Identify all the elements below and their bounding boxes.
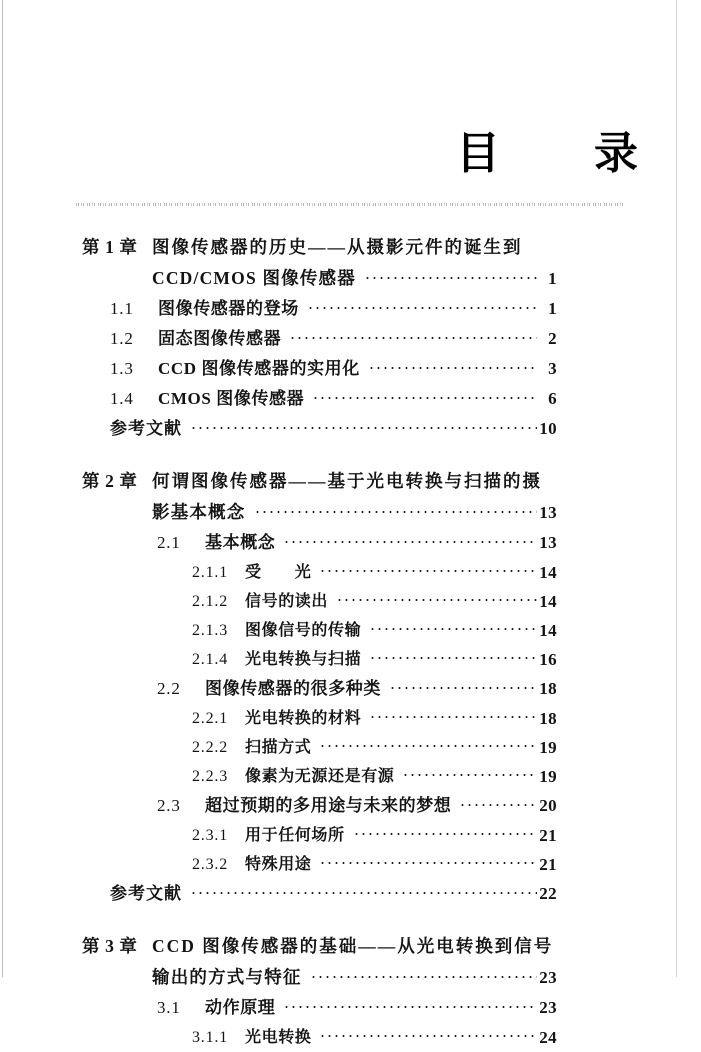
table-of-contents [0, 232, 701, 1052]
toc-entry-number: 1.3 [110, 359, 134, 378]
scan-artifact-rule [76, 203, 624, 206]
toc-entry-title: CMOS 图像传感器 [158, 389, 305, 408]
toc-chapter-continuation[interactable] [0, 263, 701, 294]
toc-page-number: 6 [548, 389, 557, 408]
toc-entry-title: 扫描方式 [245, 739, 312, 756]
toc-entry-number: 2.1.4 [192, 651, 228, 668]
toc-dot-leader [369, 619, 537, 635]
toc-entry-number: 2.3.1 [192, 827, 228, 844]
toc-subsection-entry[interactable] [0, 558, 701, 587]
toc-entry-title: CCD 图像传感器的实用化 [158, 359, 360, 378]
toc-page-number: 24 [539, 1028, 557, 1047]
toc-section-entry[interactable] [0, 384, 701, 414]
toc-section-entry[interactable] [0, 993, 701, 1023]
toc-section-entry[interactable] [0, 528, 701, 558]
toc-entry-title: 图像信号的传输 [245, 622, 362, 639]
toc-dot-leader [190, 882, 537, 899]
toc-section-entry[interactable] [0, 294, 701, 324]
toc-page-number: 13 [539, 533, 557, 552]
toc-page-number: 21 [539, 826, 557, 845]
toc-subsection-entry[interactable] [0, 704, 701, 733]
toc-references-entry[interactable] [0, 879, 701, 909]
toc-dot-leader [283, 531, 537, 548]
toc-entry-number: 2.1 [157, 533, 181, 552]
toc-chapter-entry[interactable] [0, 931, 701, 962]
toc-dot-leader [368, 357, 537, 374]
toc-entry-title: 何谓图像传感器——基于光电转换与扫描的摄 [152, 471, 542, 491]
toc-entry-number: 3.1 [157, 998, 181, 1017]
toc-section-entry[interactable] [0, 354, 701, 384]
toc-entry-number: 1.4 [110, 389, 134, 408]
toc-page-number: 10 [539, 419, 557, 438]
toc-entry-number: 2.2.2 [192, 739, 228, 756]
toc-entry-title: 参考文献 [110, 419, 182, 438]
toc-page-number: 21 [539, 855, 557, 874]
toc-subsection-entry[interactable] [0, 850, 701, 879]
toc-page-number: 18 [539, 679, 557, 698]
toc-entry-number: 2.2 [157, 679, 181, 698]
toc-dot-leader [369, 648, 537, 664]
toc-dot-leader [389, 677, 537, 694]
toc-page-number: 23 [539, 998, 557, 1017]
toc-entry-title: CCD/CMOS 图像传感器 [152, 268, 356, 288]
toc-chapter-entry[interactable] [0, 466, 701, 497]
toc-entry-title: 基本概念 [205, 533, 276, 552]
toc-entry-title: 光电转换与扫描 [245, 651, 362, 668]
toc-entry-title: 参考文献 [110, 884, 182, 903]
toc-entry-title: 信号的读出 [245, 593, 329, 610]
toc-page-number: 14 [539, 563, 557, 582]
toc-entry-title: 影基本概念 [152, 502, 246, 522]
toc-page-number: 1 [548, 269, 557, 288]
toc-dot-leader [402, 765, 537, 781]
toc-dot-leader [319, 736, 537, 752]
toc-page-number: 13 [539, 503, 557, 522]
toc-entry-number: 2.1.3 [192, 622, 228, 639]
toc-subsection-entry[interactable] [0, 762, 701, 791]
toc-entry-number: 2.3 [157, 796, 181, 815]
toc-page-number: 22 [539, 884, 557, 903]
toc-dot-leader [319, 1026, 537, 1042]
toc-page-number: 3 [548, 359, 557, 378]
toc-dot-leader [336, 590, 537, 606]
toc-subsection-entry[interactable] [0, 1023, 701, 1052]
toc-dot-leader [254, 501, 538, 519]
toc-chapter-gap [0, 909, 701, 931]
toc-entry-title: 固态图像传感器 [158, 329, 282, 348]
toc-entry-number: 1.1 [110, 299, 134, 318]
toc-page-number: 2 [548, 329, 557, 348]
toc-entry-title: 输出的方式与特征 [152, 967, 302, 987]
toc-page-number: 19 [539, 738, 557, 757]
toc-dot-leader [289, 327, 537, 344]
toc-subsection-entry[interactable] [0, 616, 701, 645]
toc-entry-number: 1.2 [110, 329, 134, 348]
toc-entry-title: 超过预期的多用途与未来的梦想 [205, 796, 452, 815]
toc-entry-title: 动作原理 [205, 998, 276, 1017]
toc-entry-title: 光电转换 [245, 1029, 312, 1046]
toc-dot-leader [307, 297, 537, 314]
toc-dot-leader [283, 996, 537, 1013]
toc-subsection-entry[interactable] [0, 645, 701, 674]
toc-dot-leader [561, 935, 575, 953]
toc-entry-title: CCD 图像传感器的基础——从光电转换到信号 [152, 936, 554, 956]
toc-page-number: 19 [539, 767, 557, 786]
toc-entry-title: 特殊用途 [245, 856, 312, 873]
toc-subsection-entry[interactable] [0, 821, 701, 850]
toc-dot-leader [364, 267, 537, 285]
toc-page-number: 1 [548, 299, 557, 318]
page-title: 目 录 [456, 128, 640, 179]
toc-dot-leader [550, 470, 564, 488]
toc-section-entry[interactable] [0, 324, 701, 354]
toc-page-number: 16 [539, 650, 557, 669]
toc-entry-title: 图像传感器的登场 [158, 299, 299, 318]
toc-chapter-entry[interactable] [0, 232, 701, 263]
toc-page-number: 14 [539, 621, 557, 640]
toc-entry-number: 2.2.1 [192, 710, 228, 727]
toc-entry-title: 图像传感器的很多种类 [205, 679, 381, 698]
toc-entry-number: 2.3.2 [192, 856, 228, 873]
toc-page-number: 18 [539, 709, 557, 728]
toc-entry-number: 第 3 章 [82, 936, 138, 956]
toc-chapter-continuation[interactable] [0, 497, 701, 528]
toc-entry-number: 2.2.3 [192, 768, 228, 785]
toc-entry-number: 第 2 章 [82, 471, 138, 491]
toc-entry-title: 光电转换的材料 [245, 710, 362, 727]
toc-entry-number: 2.1.1 [192, 564, 228, 581]
toc-dot-leader [369, 707, 537, 723]
toc-dot-leader [531, 236, 545, 254]
toc-dot-leader [319, 853, 537, 869]
toc-page-number: 20 [539, 796, 557, 815]
toc-entry-number: 第 1 章 [82, 237, 138, 257]
toc-page-number: 14 [539, 592, 557, 611]
toc-entry-title: 受 光 [245, 564, 312, 581]
toc-section-entry[interactable] [0, 791, 701, 821]
toc-dot-leader [353, 824, 537, 840]
toc-subsection-entry[interactable] [0, 733, 701, 762]
toc-entry-title: 像素为无源还是有源 [245, 768, 395, 785]
toc-entry-number: 3.1.1 [192, 1029, 228, 1046]
toc-subsection-entry[interactable] [0, 587, 701, 616]
toc-entry-number: 2.1.2 [192, 593, 228, 610]
toc-chapter-continuation[interactable] [0, 962, 701, 993]
toc-entry-title: 用于任何场所 [245, 827, 345, 844]
toc-dot-leader [312, 387, 537, 404]
toc-dot-leader [190, 417, 537, 434]
toc-entry-title: 图像传感器的历史——从摄影元件的诞生到 [152, 237, 523, 257]
toc-chapter-gap [0, 444, 701, 466]
toc-section-entry[interactable] [0, 674, 701, 704]
toc-page-number: 23 [539, 968, 557, 987]
toc-references-entry[interactable] [0, 414, 701, 444]
toc-dot-leader [310, 966, 537, 984]
toc-dot-leader [319, 561, 537, 577]
